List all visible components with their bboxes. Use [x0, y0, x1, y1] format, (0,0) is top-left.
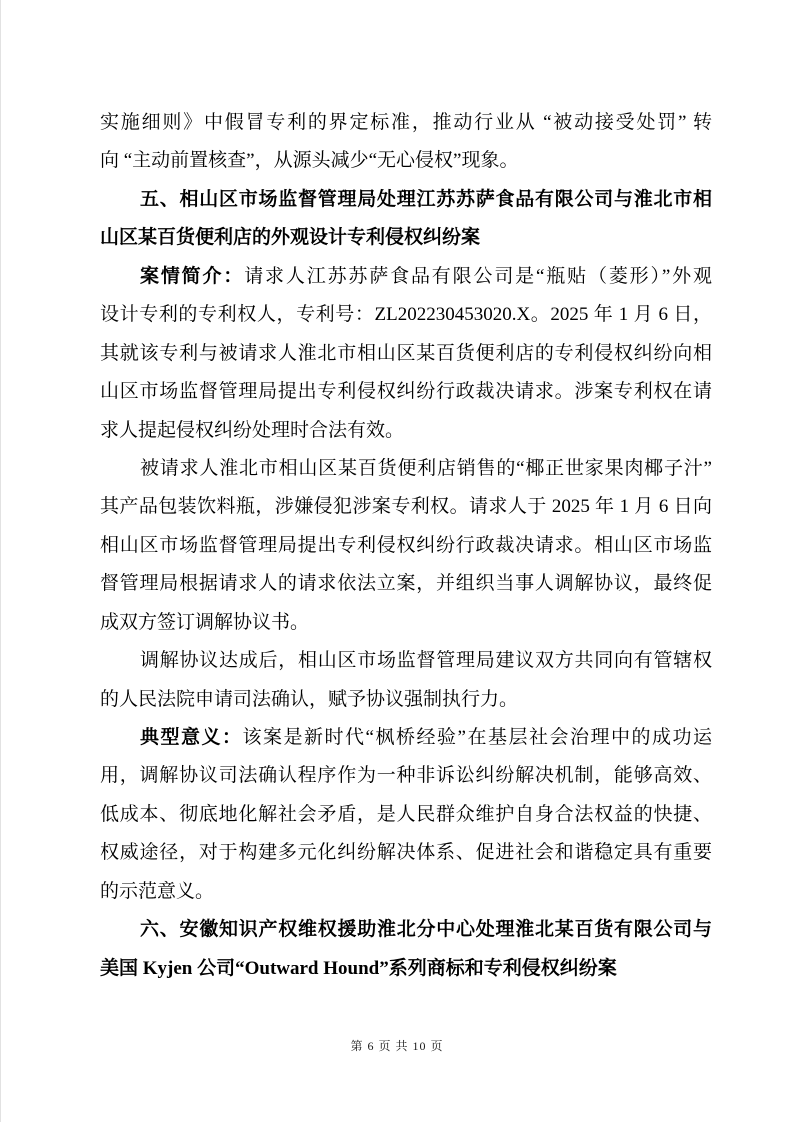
text-segment: 其产品包装饮料瓶，涉嫌侵犯涉案专利权。请求人于 2025 年 1 月 6 日向: [100, 496, 712, 518]
case-detail-line: [100, 565, 712, 603]
typical-significance-line: [100, 719, 712, 757]
mediation-line: [100, 681, 712, 719]
text-segment: 低成本、彻底地化解社会矛盾，是人民群众维护自身合法权益的快捷、: [100, 803, 712, 825]
mediation-line: [100, 642, 712, 680]
case-detail-line: [100, 450, 712, 488]
text-segment: 其就该专利与被请求人淮北市相山区某百货便利店的专利侵权纠纷向相: [100, 342, 712, 364]
case-summary-line: [100, 373, 712, 411]
text-segment: 求人提起侵权纠纷处理时合法有效。: [100, 419, 405, 441]
page-footer: [0, 1036, 794, 1056]
section-5-heading-line: [100, 219, 712, 257]
text-segment: 的示范意义。: [100, 880, 215, 902]
case-detail-line: [100, 527, 712, 565]
typical-significance-line: [100, 834, 712, 872]
section-5-heading-line: [100, 181, 712, 219]
para4-significance-line: [100, 142, 712, 180]
case-detail-line: [100, 604, 712, 642]
page-left-edge: [0, 0, 1, 1122]
text-segment: 相山区市场监督管理局提出专利侵权纠纷行政裁决请求。相山区市场监: [100, 534, 712, 556]
case-summary-line: [100, 296, 712, 334]
bold-text-segment: 案情简介：: [140, 265, 245, 287]
section-6-heading-line: [100, 950, 712, 988]
bold-text-segment: 六、安徽知识产权维权援助淮北分中心处理淮北某百货有限公司与: [140, 919, 712, 941]
case-summary-line: [100, 412, 712, 450]
case-summary-line: [100, 258, 712, 296]
text-segment: 该案是新时代“枫桥经验”在基层社会治理中的成功运: [242, 727, 712, 748]
text-segment: 设计专利的专利权人，专利号：ZL202230453020.X。2025 年 1 月 6 日，: [100, 304, 712, 326]
section-6-heading-line: [100, 911, 712, 949]
text-segment: 实施细则》中假冒专利的界定标准，推动行业从 “被动接受处罚” 转: [100, 112, 712, 133]
typical-significance-line: [100, 873, 712, 911]
text-segment: 向 “主动前置核查”，从源头减少“无心侵权”现象。: [100, 150, 519, 172]
text-segment: 成双方签订调解协议书。: [100, 611, 310, 633]
text-segment: 调解协议达成后，相山区市场监督管理局建议双方共同向有管辖权: [140, 650, 712, 672]
bold-text-segment: 美国 Kyjen 公司“Outward Hound”系列商标和专利侵权纠纷案: [100, 957, 617, 979]
text-segment: 督管理局根据请求人的请求依法立案，并组织当事人调解协议，最终促: [100, 573, 712, 595]
case-detail-line: [100, 488, 712, 526]
bold-text-segment: 五、相山区市场监督管理局处理江苏苏萨食品有限公司与淮北市相: [140, 188, 712, 210]
bold-text-segment: 典型意义：: [140, 727, 243, 748]
text-segment: 请求人江苏苏萨食品有限公司是“瓶贴（菱形）”外观: [244, 265, 712, 287]
text-segment: 的人民法院申请司法确认，赋予协议强制执行力。: [100, 688, 519, 710]
typical-significance-line: [100, 796, 712, 834]
text-segment: 被请求人淮北市相山区某百货便利店销售的“椰正世家果肉椰子汁”: [140, 457, 712, 479]
page-number-label: 第 6 页 共 10 页: [350, 1039, 444, 1053]
typical-significance-line: [100, 757, 712, 795]
text-segment: 山区市场监督管理局提出专利侵权纠纷行政裁决请求。涉案专利权在请: [100, 381, 712, 403]
bold-text-segment: 山区某百货便利店的外观设计专利侵权纠纷案: [100, 227, 481, 249]
case-summary-line: [100, 335, 712, 373]
document-body: [100, 104, 712, 988]
para4-significance-line: [100, 104, 712, 142]
text-segment: 权威途径，对于构建多元化纠纷解决体系、促进社会和谐稳定具有重要: [100, 842, 712, 864]
text-segment: 用，调解协议司法确认程序作为一种非诉讼纠纷解决机制，能够高效、: [100, 765, 712, 787]
